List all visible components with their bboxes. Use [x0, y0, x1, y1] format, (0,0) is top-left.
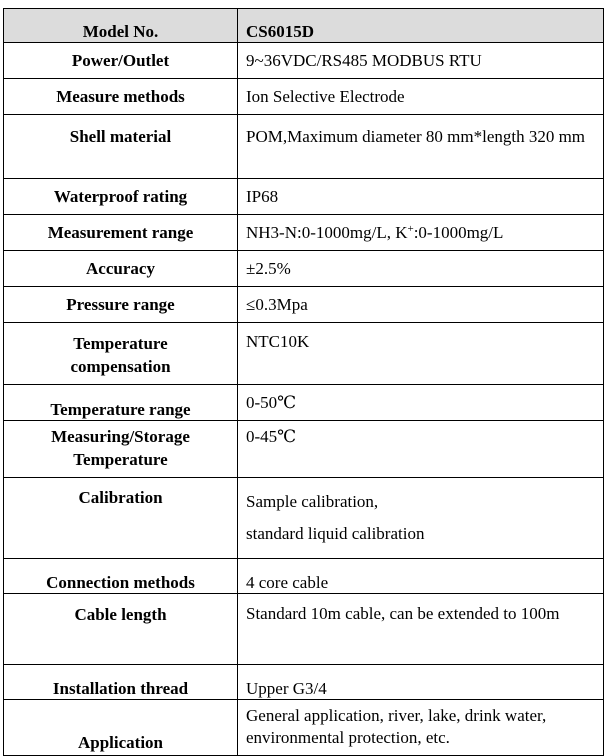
label-storage-temperature: [4, 421, 238, 478]
table-row-temperature-compensation: [4, 323, 604, 385]
measurement-range-superscript: +: [407, 222, 414, 235]
value-cable-length: Standard 10m cable, can be extended to 100m: [238, 594, 604, 665]
spec-table: [3, 8, 604, 756]
value-power-outlet: 9~36VDC/RS485 MODBUS RTU: [238, 43, 604, 79]
label-temperature-compensation-line-2: compensation: [70, 357, 171, 376]
table-row-measure-methods: [4, 79, 604, 115]
measurement-range-part-2: :0-1000mg/L: [413, 222, 504, 242]
table-row-application: [4, 700, 604, 756]
value-temperature-range: 0-50℃: [238, 385, 604, 421]
label-application: Application: [4, 700, 238, 756]
table-row-waterproof: [4, 179, 604, 215]
label-power-outlet: Power/Outlet: [4, 43, 238, 79]
table-row-shell-material: [4, 115, 604, 179]
value-calibration: [238, 478, 604, 559]
table-row-power: [4, 43, 604, 79]
label-shell-material: Shell material: [4, 115, 238, 179]
label-connection-methods: Connection methods: [4, 559, 238, 594]
value-measure-methods: Ion Selective Electrode: [238, 79, 604, 115]
label-cable-length: Cable length: [4, 594, 238, 665]
label-measurement-range: Measurement range: [4, 215, 238, 251]
label-storage-temperature-line-1: Measuring/Storage: [51, 427, 190, 446]
value-temperature-compensation: NTC10K: [238, 323, 604, 385]
table-row-temperature-range: [4, 385, 604, 421]
value-storage-temperature: 0-45℃: [238, 421, 604, 478]
label-calibration: Calibration: [4, 478, 238, 559]
label-model-no: Model No.: [4, 9, 238, 43]
table-row-accuracy: [4, 251, 604, 287]
table-row-model: [4, 9, 604, 43]
value-connection-methods: 4 core cable: [238, 559, 604, 594]
value-measurement-range: [238, 215, 604, 251]
label-storage-temperature-line-2: Temperature: [73, 450, 168, 469]
value-application: General application, river, lake, drink water, environmental protection, etc.: [238, 700, 604, 756]
table-row-installation-thread: [4, 665, 604, 700]
value-model-no: CS6015D: [238, 9, 604, 43]
measurement-range-part-1: NH3-N:0-1000mg/L, K: [246, 222, 408, 242]
value-shell-material: POM,Maximum diameter 80 mm*length 320 mm: [238, 115, 604, 179]
label-accuracy: Accuracy: [4, 251, 238, 287]
label-installation-thread: Installation thread: [4, 665, 238, 700]
label-temperature-compensation-line-1: Temperature: [73, 334, 168, 353]
label-waterproof-rating: Waterproof rating: [4, 179, 238, 215]
table-row-cable-length: [4, 594, 604, 665]
value-accuracy: ±2.5%: [238, 251, 604, 287]
table-row-pressure-range: [4, 287, 604, 323]
value-calibration-line-1: Sample calibration,: [246, 492, 379, 511]
table-row-connection-methods: [4, 559, 604, 594]
value-installation-thread: Upper G3/4: [238, 665, 604, 700]
label-temperature-range: Temperature range: [4, 385, 238, 421]
label-measure-methods: Measure methods: [4, 79, 238, 115]
table-row-calibration: [4, 478, 604, 559]
label-pressure-range: Pressure range: [4, 287, 238, 323]
value-waterproof-rating: IP68: [238, 179, 604, 215]
table-row-storage-temperature: [4, 421, 604, 478]
label-temperature-compensation: [4, 323, 238, 385]
value-calibration-line-2: standard liquid calibration: [246, 524, 425, 543]
value-pressure-range: ≤0.3Mpa: [238, 287, 604, 323]
table-row-measurement-range: [4, 215, 604, 251]
